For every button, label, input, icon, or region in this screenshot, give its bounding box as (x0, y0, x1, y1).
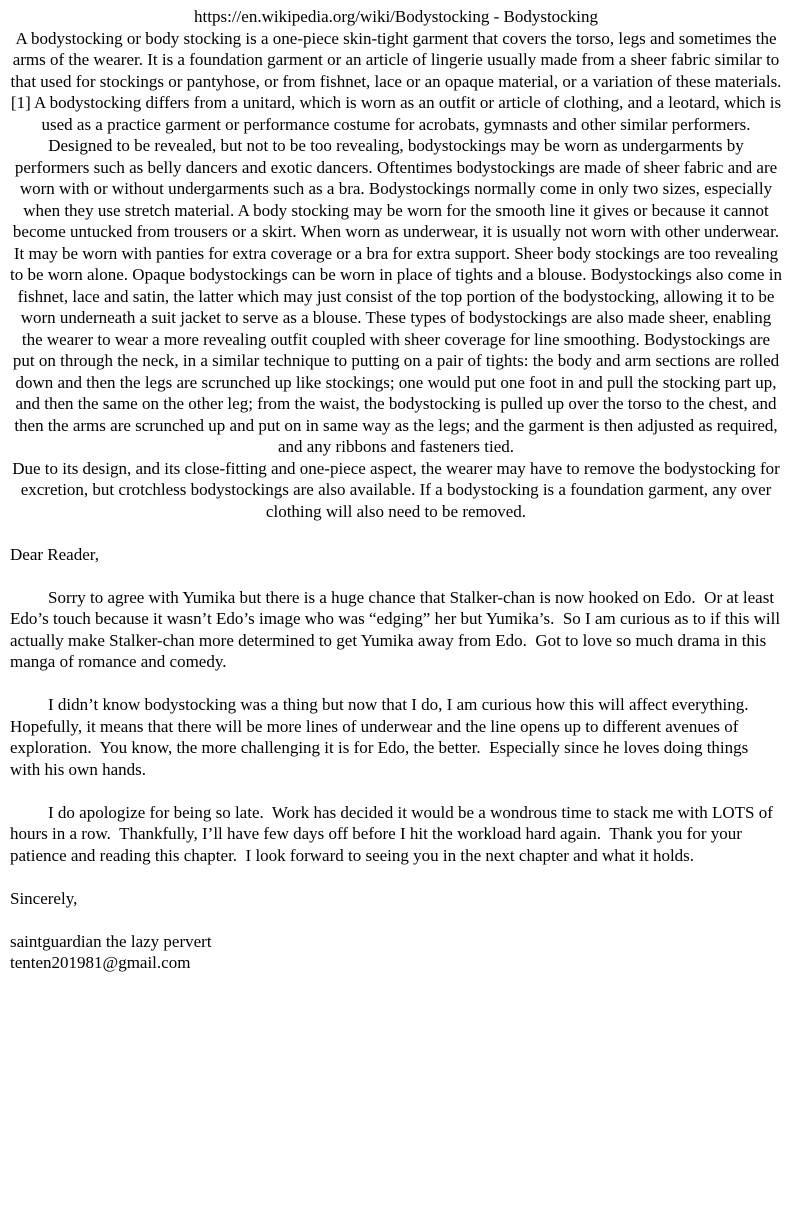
wiki-paragraph-1: A bodystocking or body stocking is a one-piece skin-tight garment that covers the torso, legs and sometimes the arms of the wearer. It is a foundation garment or an article of lingerie usually made from a sheer fabric similar to that used for stockings or pantyhose, or from fishnet, lace or an opaque material, or a variation of these materials.[1] A bodystocking differs from a unitard, which is worn as an outfit or article of clothing, and a leotard, which is used as a practice garment or performance costume for acrobats, gymnasts and other similar performers. Designed to be revealed, but not to be too revealing, bodystockings may be worn as undergarments by performers such as belly dancers and exotic dancers. Oftentimes bodystockings are made of sheer fabric and are worn with or without undergarments such as a bra. Bodystockings normally come in only two sizes, especially when they use stretch material. A body stocking may be worn for the smooth line it gives or because it cannot become untucked from trousers or a skirt. When worn as underwear, it is usually not worn with other underwear. It may be worn with panties for extra coverage or a bra for extra support. Sheer body stockings are too revealing to be worn alone. Opaque bodystockings can be worn in place of tights and a blouse. Bodystockings also come in fishnet, lace and satin, the latter which may just consist of the top portion of the bodystocking, allowing it to be worn underneath a suit jacket to serve as a blouse. These types of bodystockings are also made sheer, enabling the wearer to wear a more revealing outfit coupled with sheer coverage for line smoothing. Bodystockings are put on through the neck, in a similar technique to putting on a pair of tights: the body and arm sections are rolled down and then the legs are scrunched up like stockings; one would put one foot in and pull the stocking part up, and then the same on the other leg; from the waist, the bodystocking is pulled up over the torso to the chest, and then the arms are scrunched up and put on in same way as the legs; and the garment is then adjusted as required, and any ribbons and fasteners tied. (10, 28, 782, 456)
wiki-paragraph-2: Due to its design, and its close-fitting and one-piece aspect, the wearer may have to remove the bodystocking for excretion, but crotchless bodystockings are also available. If a bodystocking is a foundation garment, any over clothing will also need to be removed. (12, 458, 780, 521)
letter-paragraph-2: I didn’t know bodystocking was a thing but now that I do, I am curious how this will affect everything. Hopefully, it means that there will be more lines of underwear and the line opens up to different avenues of exploration. You know, the more challenging it is for Edo, the better. Especially since he loves doing things with his own hands. (10, 695, 758, 779)
source-link-line: https://en.wikipedia.org/wiki/Bodystocking - Bodystocking (194, 7, 598, 26)
wiki-excerpt-block (10, 28, 782, 523)
letter-closing: Sincerely, (10, 888, 78, 908)
signature-name: saintguardian the lazy pervert (10, 931, 212, 951)
letter-paragraph-1: Sorry to agree with Yumika but there is a huge chance that Stalker-chan is now hooked on Edo. Or at least Edo’s touch because it wasn’t Edo’s image who was “edging” her but Yumika’s. So I am curious as to if this will actually make Stalker-chan more determined to get Yumika away from Edo. Got to love so much drama in this manga of romance and comedy. (10, 587, 785, 671)
signature-email: tenten201981@gmail.com (10, 953, 191, 972)
letter-salutation: Dear Reader, (10, 544, 99, 564)
letter-paragraph-3: I do apologize for being so late. Work has decided it would be a wondrous time to stack me with LOTS of hours in a row. Thankfully, I’ll have few days off before I hit the workload hard again. Thank you for your patience and reading this chapter. I look forward to seeing you in the next chapter and what it holds. (10, 802, 778, 865)
reader-letter (10, 544, 785, 974)
